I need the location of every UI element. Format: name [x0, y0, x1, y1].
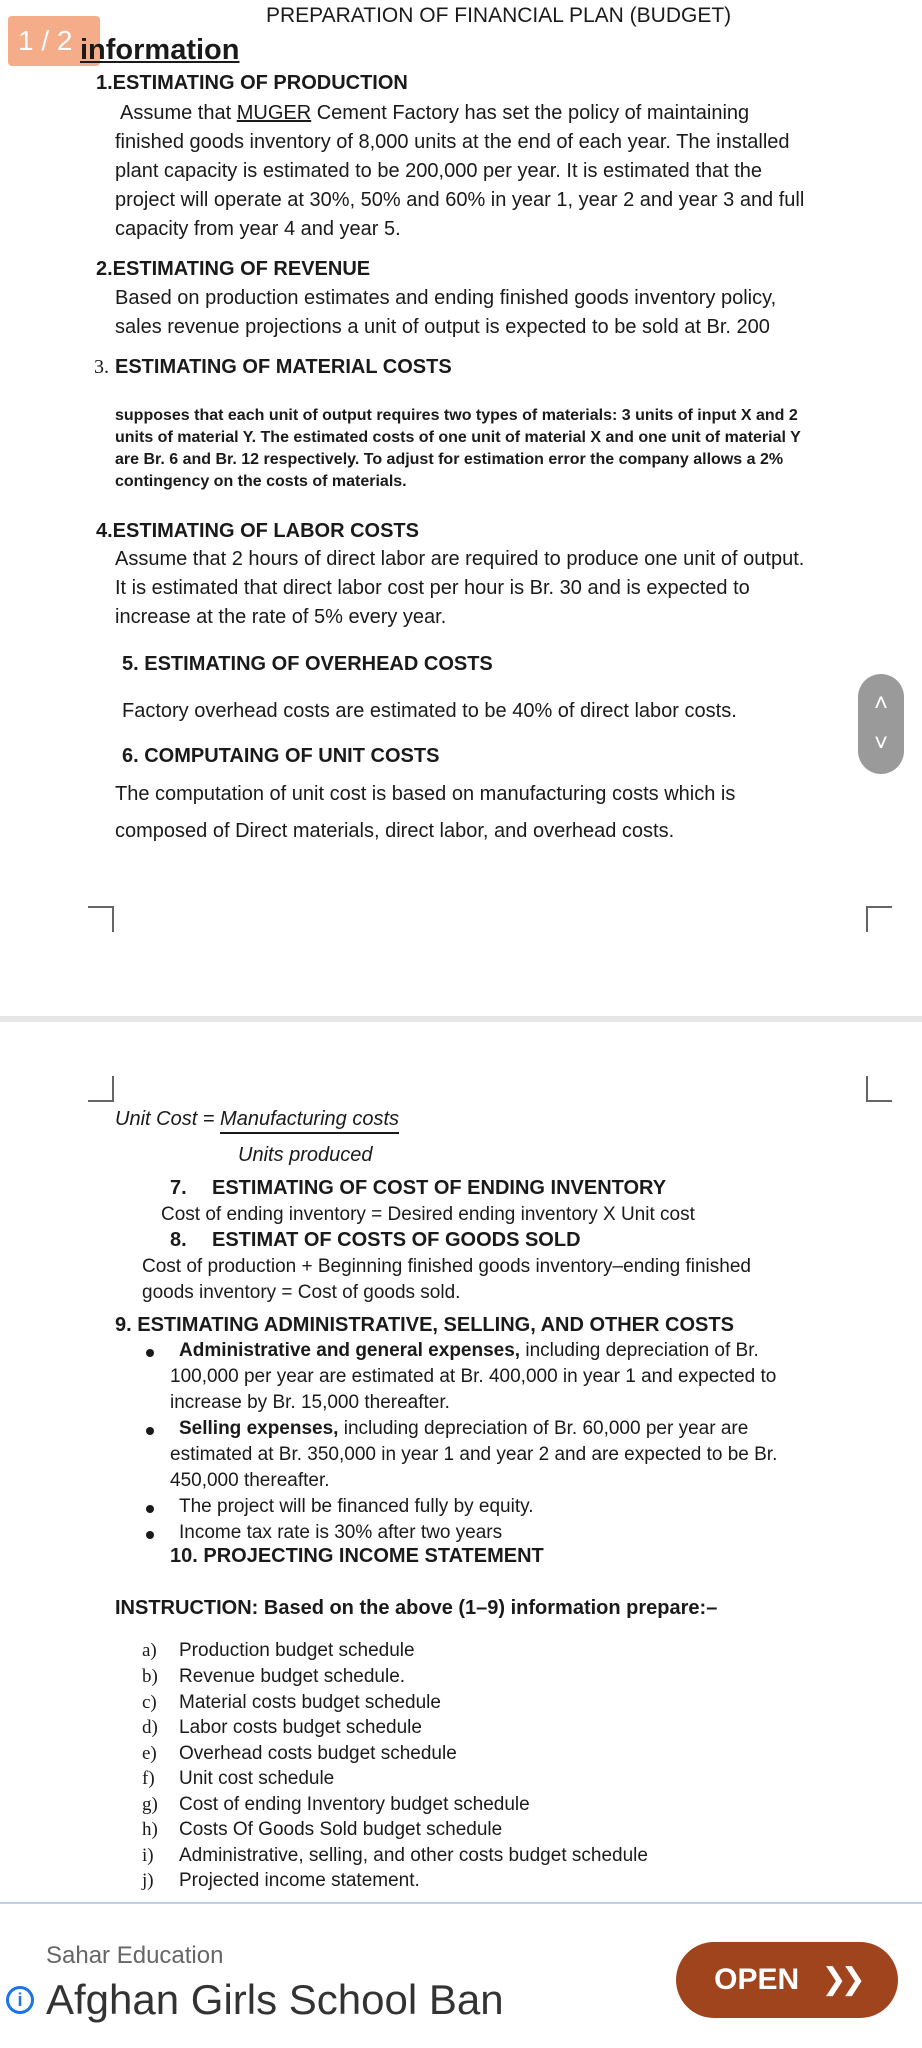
- ad-advertiser: Sahar Education: [46, 1942, 224, 1969]
- section-3-line: units of material Y. The estimated costs of one unit of material X and one unit of material Y: [115, 429, 801, 446]
- list-item-letter: d): [142, 1717, 158, 1738]
- crop-mark: [88, 1076, 114, 1102]
- section-8-number: 8.: [170, 1229, 187, 1251]
- list-item: Projected income statement.: [179, 1870, 420, 1891]
- list-item-letter: e): [142, 1743, 157, 1764]
- list-item-letter: j): [142, 1870, 154, 1891]
- info-heading: information: [80, 34, 240, 66]
- crop-mark: [866, 1076, 892, 1102]
- list-item: Costs Of Goods Sold budget schedule: [179, 1819, 503, 1840]
- document-page-2: [0, 1022, 922, 1902]
- section-10-heading: 10. PROJECTING INCOME STATEMENT: [170, 1545, 544, 1567]
- section-8-heading: ESTIMAT OF COSTS OF GOODS SOLD: [212, 1229, 581, 1251]
- section-3-heading: ESTIMATING OF MATERIAL COSTS: [115, 356, 452, 378]
- section-1-line: Assume that MUGER Cement Factory has set the policy of maintaining: [120, 102, 750, 124]
- section-7-number: 7.: [170, 1177, 187, 1199]
- ad-banner[interactable]: [0, 1902, 922, 2048]
- section-3-number: 3.: [94, 356, 109, 378]
- bullet-icon: [146, 1531, 154, 1539]
- list-item: Administrative, selling, and other costs budget schedule: [179, 1845, 648, 1866]
- section-5-line: Factory overhead costs are estimated to be 40% of direct labor costs.: [122, 700, 737, 722]
- section-2-heading: 2.ESTIMATING OF REVENUE: [96, 258, 371, 280]
- section-4-line: Assume that 2 hours of direct labor are required to produce one unit of output.: [115, 548, 805, 570]
- info-icon[interactable]: i: [6, 1986, 34, 2014]
- section-3-line: supposes that each unit of output requires two types of materials: 3 units of input X and 2: [115, 407, 798, 424]
- chevron-up-icon[interactable]: ˄: [873, 690, 888, 717]
- list-item: Labor costs budget schedule: [179, 1717, 422, 1738]
- list-item: Overhead costs budget schedule: [179, 1743, 457, 1764]
- unit-cost-formula: Unit Cost = Manufacturing costs: [115, 1108, 399, 1131]
- double-chevron-right-icon: ❯❯: [821, 1963, 860, 1996]
- section-1-line: plant capacity is estimated to be 200,000 per year. It is estimated that the: [115, 160, 763, 182]
- section-1-line: project will operate at 30%, 50% and 60% in year 1, year 2 and year 3 and full: [115, 189, 805, 211]
- list-item-letter: c): [142, 1692, 157, 1713]
- list-item-letter: a): [142, 1640, 157, 1661]
- section-1-line: capacity from year 4 and year 5.: [115, 218, 401, 240]
- list-item: Material costs budget schedule: [179, 1692, 441, 1713]
- list-item-letter: f): [142, 1768, 155, 1789]
- bullet-financing: The project will be financed fully by equity.: [179, 1496, 534, 1517]
- bullet-icon: [146, 1349, 154, 1357]
- page-indicator: 1 / 2: [8, 16, 100, 66]
- page-nav-control[interactable]: [858, 674, 904, 774]
- section-8-line: goods inventory = Cost of goods sold.: [142, 1282, 461, 1303]
- section-2-line: Based on production estimates and ending finished goods inventory policy,: [115, 287, 777, 309]
- list-item: Cost of ending Inventory budget schedule: [179, 1794, 530, 1815]
- bullet-icon: [146, 1427, 154, 1435]
- bullet-admin-expenses-line: increase by Br. 15,000 thereafter.: [170, 1392, 450, 1413]
- list-item: Unit cost schedule: [179, 1768, 335, 1789]
- bullet-income-tax: Income tax rate is 30% after two years: [179, 1522, 503, 1543]
- list-item-letter: g): [142, 1794, 158, 1815]
- document-title: PREPARATION OF FINANCIAL PLAN (BUDGET): [266, 4, 732, 27]
- crop-mark: [88, 906, 114, 932]
- formula-numerator: Manufacturing costs: [220, 1108, 399, 1134]
- crop-mark: [866, 906, 892, 932]
- bullet-selling-expenses: Selling expenses, including depreciation of Br. 60,000 per year are: [179, 1418, 749, 1439]
- list-item-letter: h): [142, 1819, 158, 1840]
- instruction-heading: INSTRUCTION: Based on the above (1–9) information prepare:–: [115, 1597, 718, 1619]
- ad-open-label: OPEN: [714, 1963, 800, 1996]
- section-7-heading: ESTIMATING OF COST OF ENDING INVENTORY: [212, 1177, 667, 1199]
- section-3-line: contingency on the costs of materials.: [115, 473, 407, 490]
- section-4-heading: 4.ESTIMATING OF LABOR COSTS: [96, 520, 419, 542]
- ad-headline[interactable]: Afghan Girls School Ban: [46, 1976, 504, 2023]
- bullet-icon: [146, 1505, 154, 1513]
- section-7-line: Cost of ending inventory = Desired ending inventory X Unit cost: [161, 1204, 695, 1225]
- section-4-line: It is estimated that direct labor cost per hour is Br. 30 and is expected to: [115, 577, 750, 599]
- list-item-letter: b): [142, 1666, 158, 1687]
- list-item: Production budget schedule: [179, 1640, 415, 1661]
- bullet-admin-expenses-line: 100,000 per year are estimated at Br. 400,000 in year 1 and expected to: [170, 1366, 777, 1387]
- section-8-line: Cost of production + Beginning finished goods inventory–ending finished: [142, 1256, 751, 1277]
- bullet-selling-expenses-line: 450,000 thereafter.: [170, 1470, 330, 1491]
- section-4-line: increase at the rate of 5% every year.: [115, 606, 447, 628]
- chevron-down-icon[interactable]: ˅: [873, 730, 888, 757]
- section-6-line: composed of Direct materials, direct labor, and overhead costs.: [115, 820, 675, 842]
- formula-denominator: Units produced: [238, 1144, 373, 1166]
- ad-open-button[interactable]: [676, 1942, 898, 2018]
- section-6-line: The computation of unit cost is based on manufacturing costs which is: [115, 783, 736, 805]
- section-5-heading: 5. ESTIMATING OF OVERHEAD COSTS: [122, 653, 493, 675]
- section-6-heading: 6. COMPUTAING OF UNIT COSTS: [122, 745, 440, 767]
- section-2-line: sales revenue projections a unit of output is expected to be sold at Br. 200: [115, 316, 770, 338]
- section-1-heading: 1.ESTIMATING OF PRODUCTION: [96, 72, 408, 94]
- bullet-admin-expenses: Administrative and general expenses, including depreciation of Br.: [179, 1340, 759, 1361]
- section-1-line: finished goods inventory of 8,000 units at the end of each year. The installed: [115, 131, 790, 153]
- section-3-line: are Br. 6 and Br. 12 respectively. To adjust for estimation error the company allows a 2%: [115, 451, 784, 468]
- company-name: MUGER: [236, 102, 312, 124]
- list-item-letter: i): [142, 1845, 154, 1866]
- list-item: Revenue budget schedule.: [179, 1666, 406, 1687]
- bullet-selling-expenses-line: estimated at Br. 350,000 in year 1 and year 2 and are expected to be Br.: [170, 1444, 778, 1465]
- section-9-heading: 9. ESTIMATING ADMINISTRATIVE, SELLING, AND OTHER COSTS: [115, 1314, 734, 1336]
- document-page-1: [0, 0, 922, 1016]
